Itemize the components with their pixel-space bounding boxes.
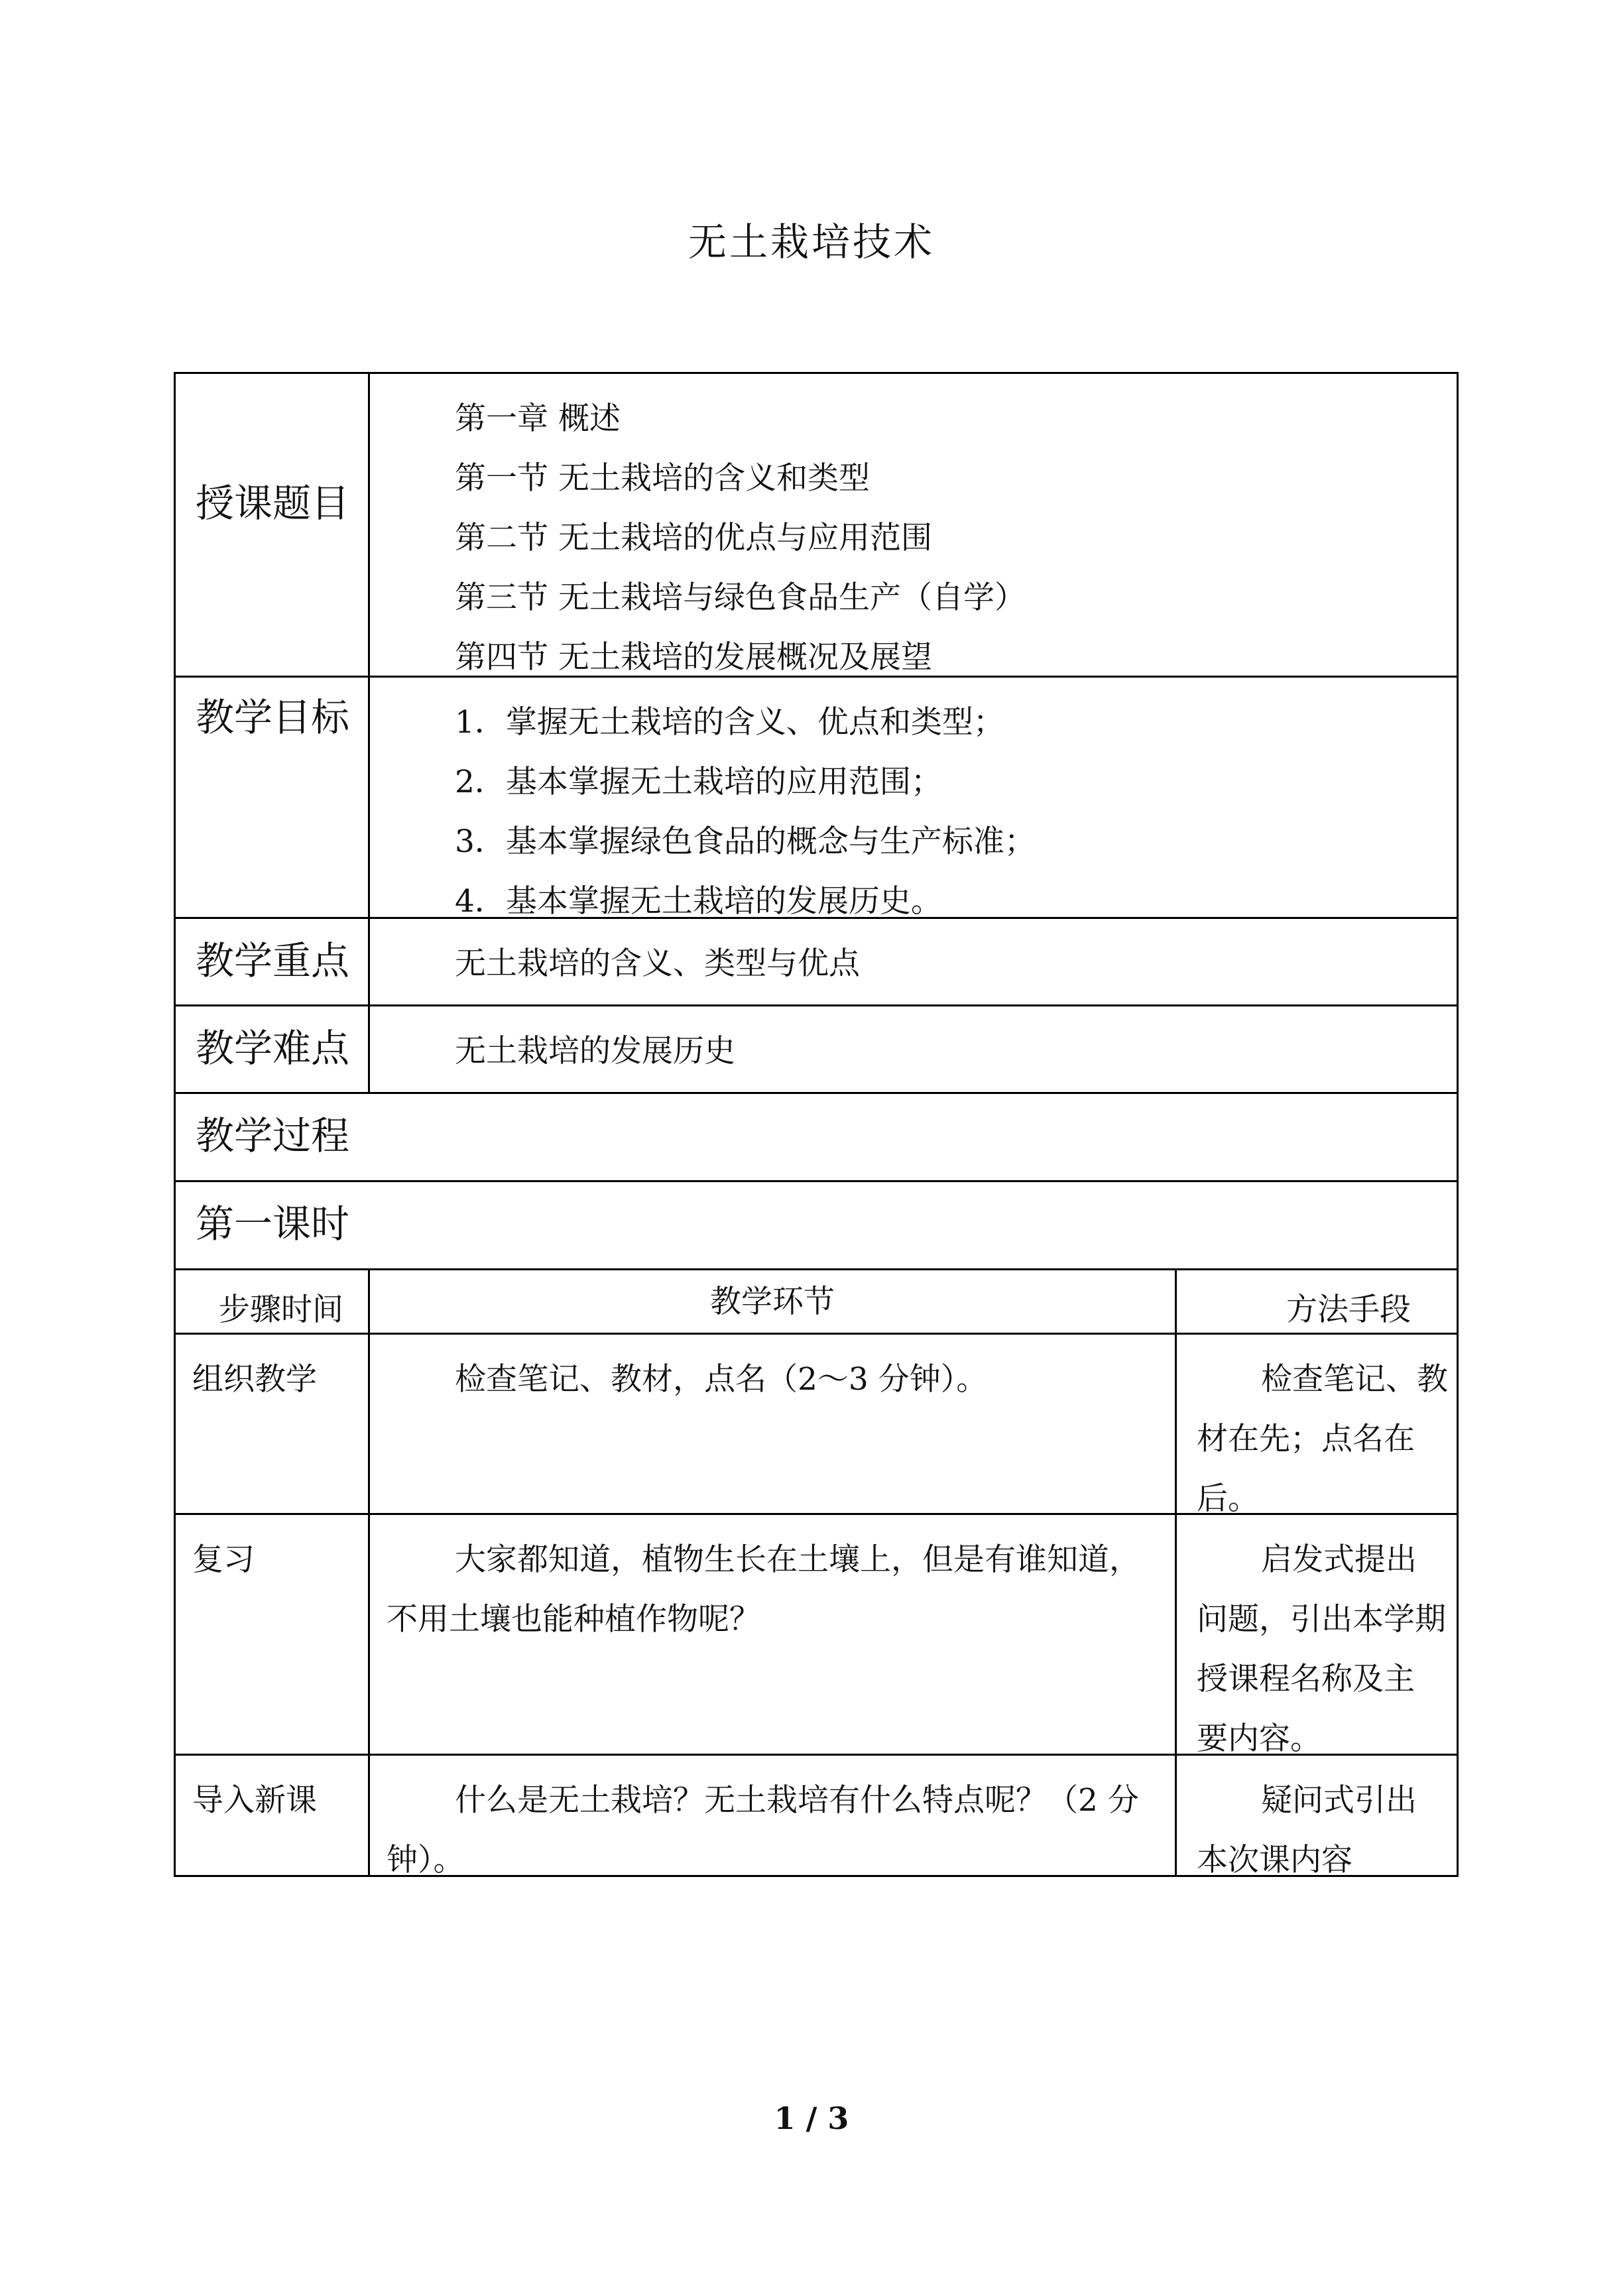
method-cell: [1175, 1333, 1459, 1515]
objective-line: 1．掌握无土栽培的含义、优点和类型；: [455, 704, 1004, 741]
difficulties-text: 无土栽培的发展历史: [455, 1033, 735, 1069]
difficulties-content-cell: [368, 1004, 1459, 1094]
step-label: 组织教学: [192, 1361, 317, 1398]
objectives-label-cell: [174, 676, 370, 919]
key-points-text: 无土栽培的含义、类型与优点: [455, 945, 860, 982]
topic-line: 第三节 无土栽培与绿色食品生产（自学）: [455, 579, 1026, 616]
process-label: 教学过程: [196, 1113, 350, 1158]
header-step-cell: [174, 1268, 370, 1335]
step-cell: [174, 1754, 370, 1877]
difficulties-label-cell: [174, 1004, 370, 1094]
header-content: 教学环节: [710, 1284, 835, 1320]
objective-line: 3．基本掌握绿色食品的概念与生产标准；: [455, 823, 1036, 860]
step-cell: [174, 1513, 370, 1756]
objective-line: 2．基本掌握无土栽培的应用范围；: [455, 764, 942, 800]
step-cell: [174, 1333, 370, 1515]
objective-line: 4．基本掌握无土栽培的发展历史。: [455, 883, 942, 920]
topic-label-cell: [174, 372, 370, 678]
page-number: 1 / 3: [774, 2100, 849, 2136]
method-line: 后。: [1197, 1480, 1259, 1517]
content-line: 什么是无土栽培？无土栽培有什么特点呢？（2 分: [455, 1782, 1139, 1819]
period-label: 第一课时: [196, 1201, 350, 1246]
key-points-content-cell: [368, 917, 1459, 1006]
method-line: 问题，引出本学期: [1197, 1601, 1446, 1638]
step-label: 导入新课: [192, 1782, 317, 1819]
topic-content-cell: [368, 372, 1459, 678]
method-line: 检查笔记、教: [1261, 1361, 1448, 1398]
method-line: 授课程名称及主: [1197, 1661, 1415, 1697]
difficulties-label: 教学难点: [196, 1026, 350, 1071]
document-title: 无土栽培技术: [688, 219, 935, 265]
content-cell: [368, 1333, 1177, 1515]
step-label: 复习: [192, 1541, 255, 1578]
header-method: 方法手段: [1286, 1292, 1411, 1328]
process-row: [174, 1092, 1459, 1182]
objectives-content-cell: [368, 676, 1459, 919]
content-line: 大家都知道，植物生长在土壤上，但是有谁知道，: [455, 1541, 1140, 1578]
key-points-label: 教学重点: [196, 938, 350, 983]
period-row: [174, 1180, 1459, 1270]
content-line: 不用土壤也能种植作物呢？: [387, 1601, 760, 1638]
header-content-cell: [368, 1268, 1177, 1335]
method-line: 启发式提出: [1261, 1541, 1417, 1578]
header-method-cell: [1175, 1268, 1459, 1335]
header-step: 步骤时间: [219, 1292, 343, 1328]
method-cell: [1175, 1513, 1459, 1756]
key-points-label-cell: [174, 917, 370, 1006]
topic-line: 第一章 概述: [455, 400, 621, 437]
content-line: 检查笔记、教材，点名（2～3 分钟）。: [455, 1361, 988, 1398]
topic-line: 第四节 无土栽培的发展概况及展望: [455, 639, 932, 676]
method-line: 本次课内容: [1197, 1842, 1352, 1878]
method-line: 材在先；点名在: [1197, 1421, 1415, 1457]
method-line: 要内容。: [1197, 1721, 1321, 1757]
method-cell: [1175, 1754, 1459, 1877]
method-line: 疑问式引出: [1261, 1782, 1417, 1819]
topic-line: 第一节 无土栽培的含义和类型: [455, 460, 870, 497]
topic-line: 第二节 无土栽培的优点与应用范围: [455, 520, 932, 556]
content-line: 钟）。: [387, 1842, 465, 1878]
content-cell: [368, 1754, 1177, 1877]
objectives-label: 教学目标: [196, 695, 350, 740]
content-cell: [368, 1513, 1177, 1756]
topic-label: 授课题目: [196, 481, 350, 526]
